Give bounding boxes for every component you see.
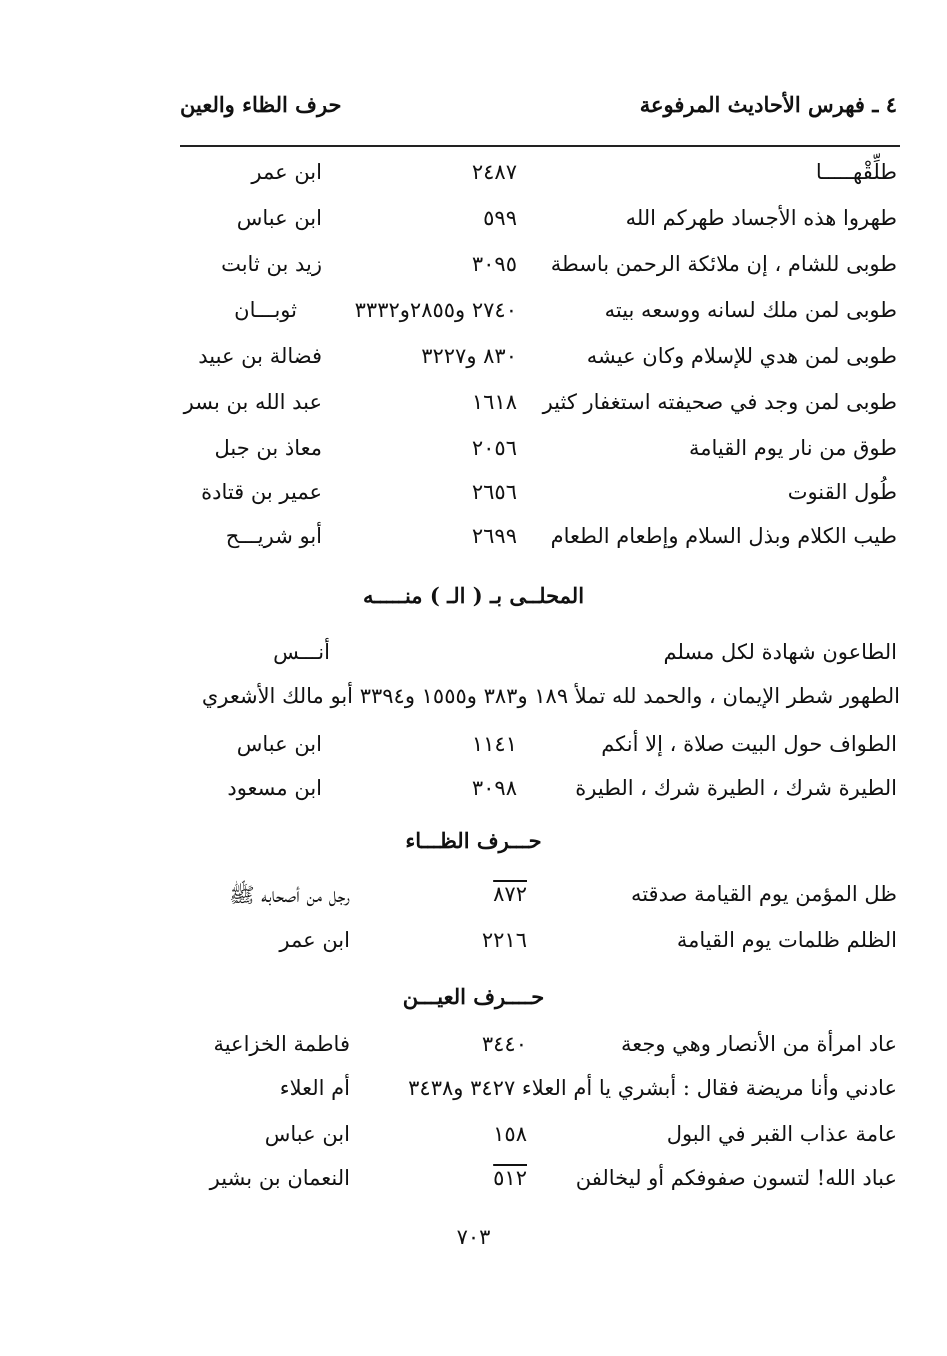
index-entry [0, 480, 947, 520]
index-entry [0, 252, 947, 292]
hadith-number: ١٥٨ [493, 1122, 527, 1146]
hadith-text: الطاعون شهادة لكل مسلم [663, 640, 897, 664]
narrator-name: أم العلاء [279, 1076, 350, 1100]
narrator-name: ابن عباس [236, 732, 322, 756]
hadith-number: ٢٦٩٩ [471, 524, 517, 548]
hadith-number: ٨٧٢ [493, 882, 527, 906]
hadith-text: عاد امرأة من الأنصار وهي وجعة [620, 1032, 897, 1056]
index-entry [0, 1076, 947, 1116]
hadith-text: الطواف حول البيت صلاة ، إلا أنكم [601, 732, 897, 756]
hadith-text: عادني وأنا مريضة فقال : أبشري يا أم العلاء ٣٤٢٧ و٣٤٣٨ [408, 1076, 897, 1100]
hadith-text: طوبى لمن ملك لسانه ووسعه بيته [604, 298, 897, 322]
narrator-name: أبو شريـــح [225, 524, 322, 548]
index-entry [0, 776, 947, 816]
hadith-text: عامة عذاب القبر في البول [666, 1122, 897, 1146]
hadith-number: ٢٠٥٦ [471, 436, 517, 460]
hadith-text: طوبى للشام ، إن ملائكة الرحمن باسطة [550, 252, 897, 276]
hadith-text: طوبى لمن وجد في صحيفته استغفار كثير [542, 390, 897, 414]
header-rule [180, 145, 900, 147]
hadith-text: الظلم ظلمات يوم القيامة [676, 928, 897, 952]
narrator-name: فضالة بن عبيد [198, 344, 322, 368]
narrator-name: أنـــس [273, 640, 330, 664]
section-heading: المحلــى بـ ( الـ ) منـــــه [362, 583, 585, 608]
narrator-name: ابن عباس [236, 206, 322, 230]
hadith-number: ٣٠٩٨ [471, 776, 517, 800]
hadith-number: ٨٣٠ و٣٢٢٧ [421, 344, 517, 368]
hadith-text: الطيرة شرك ، الطيرة شرك ، الطيرة [575, 776, 897, 800]
hadith-number: ٥١٢ [493, 1166, 527, 1190]
index-entry [0, 640, 947, 680]
index-entry [0, 206, 947, 246]
narrator-name: ابن مسعود [227, 776, 322, 800]
index-entry [0, 524, 947, 564]
index-entry [0, 732, 947, 772]
hadith-text: طلِّقْهـــــا [815, 160, 897, 184]
hadith-number: ٢٢١٦ [481, 928, 527, 952]
index-entry [0, 160, 947, 200]
narrator-name: عبد الله بن بسر [183, 390, 322, 414]
index-entry [0, 344, 947, 384]
hadith-text: طوبى لمن هدي للإسلام وكان عيشه [586, 344, 897, 368]
hadith-number: ١٦١٨ [471, 390, 517, 414]
hadith-text: طوق من نار يوم القيامة [689, 436, 897, 460]
section-heading: حـــرف الظـــاء [405, 828, 542, 853]
running-header-title: ٤ ـ فهرس الأحاديث المرفوعة [639, 92, 897, 117]
narrator-name: ابن عمر [251, 160, 322, 184]
hadith-number: ٥٩٩ [483, 206, 517, 230]
hadith-text: طهروا هذه الأجساد طهركم الله [625, 206, 897, 230]
hadith-number: ٢٦٥٦ [471, 480, 517, 504]
hadith-number: ١١٤١ [471, 732, 517, 756]
narrator-name: ثوبـــان [234, 298, 297, 322]
hadith-text: طيب الكلام وبذل السلام وإطعام الطعام [550, 524, 897, 548]
hadith-text: ظل المؤمن يوم القيامة صدقته [630, 882, 897, 906]
hadith-number: ٣٠٩٥ [471, 252, 517, 276]
index-entry [0, 1122, 947, 1162]
narrator-name: رجل من أصحابه ﷺ [229, 883, 350, 907]
index-entry [0, 298, 947, 338]
hadith-number: ٢٤٨٧ [471, 160, 517, 184]
narrator-name: عمير بن قتادة [201, 480, 322, 504]
narrator-name: معاذ بن جبل [214, 436, 322, 460]
section-heading: حــــرف العيـــن [402, 984, 545, 1009]
index-entry-full-line: الطهور شطر الإيمان ، والحمد لله تملأ ١٨٩ و٣٨٣ و١٥٥٥ و٣٣٩٤ أبو مالك الأشعري [201, 684, 900, 708]
index-entry [0, 882, 947, 922]
running-header-section: حرف الظاء والعين [180, 92, 342, 117]
narrator-name: ابن عمر [279, 928, 350, 952]
narrator-name: فاطمة الخزاعية [213, 1032, 350, 1056]
index-entry [0, 390, 947, 430]
index-entry [0, 928, 947, 968]
index-entry [0, 436, 947, 476]
narrator-name: زيد بن ثابت [221, 252, 322, 276]
index-entry [0, 1166, 947, 1206]
page-number: ٧٠٣ [456, 1225, 491, 1249]
narrator-name: ابن عباس [264, 1122, 350, 1146]
index-entry [0, 1032, 947, 1072]
narrator-name: النعمان بن بشير [209, 1166, 350, 1190]
hadith-text: طُول القنوت [787, 480, 897, 504]
hadith-number: ٢٧٤٠ و٢٨٥٥و٣٣٣٢ [354, 298, 517, 322]
hadith-text: عباد الله! لتسون صفوفكم أو ليخالفن [575, 1166, 897, 1190]
hadith-number: ٣٤٤٠ [481, 1032, 527, 1056]
